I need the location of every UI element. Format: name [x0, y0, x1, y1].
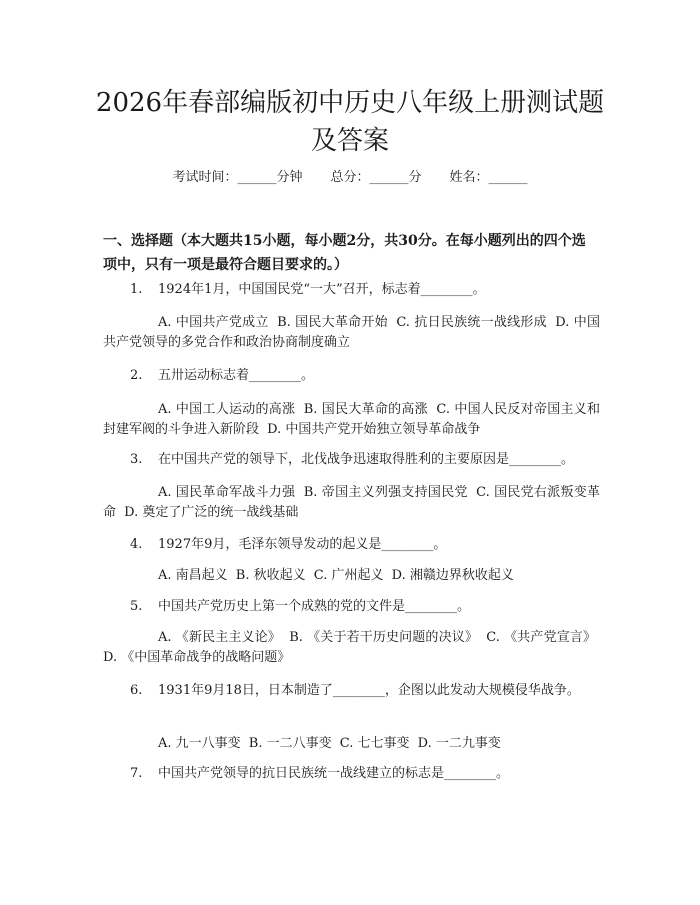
section-heading-multiple-choice: 一、选择题（本大题共15小题，每小题2分，共30分。在每小题列出的四个选项中，只有一项是最符合题目要求的。）	[103, 233, 586, 273]
option-b: B. 《关于若干历史问题的决议》	[289, 630, 478, 645]
question-number: 2.	[130, 368, 143, 383]
total-score-field: 总分：______分	[330, 170, 422, 185]
document-title-line-1: 2026年春部编版初中历史八年级上册测试题	[95, 88, 605, 118]
exam-info	[0, 168, 700, 188]
question-1-stem	[130, 280, 600, 300]
question-text: 五卅运动标志着________。	[158, 368, 315, 383]
question-text: 1924年1月，中国国民党“一大”召开，标志着________。	[158, 282, 486, 297]
question-number: 3.	[130, 452, 143, 467]
option-c: C. 抗日民族统一战线形成	[396, 315, 547, 330]
option-c: C. 中国人民反对帝国主义和封建军阀的斗争进入新阶段	[103, 402, 601, 437]
option-d: D. 《中国革命战争的战略问题》	[103, 650, 291, 665]
option-a: A. 九一八事变	[158, 736, 241, 751]
question-2-stem	[130, 366, 600, 386]
question-number: 5.	[130, 599, 143, 614]
question-6-stem	[103, 681, 600, 701]
question-7-stem	[130, 764, 600, 784]
option-d: D. 湘赣边界秋收起义	[391, 568, 514, 583]
option-b: B. 帝国主义列强支持国民党	[303, 485, 468, 500]
question-1-options	[103, 313, 600, 353]
question-4-stem	[130, 535, 600, 555]
question-4-options	[103, 566, 600, 586]
exam-time-field: 考试时间：______分钟	[172, 170, 303, 185]
option-a: A. 中国共产党成立	[158, 315, 269, 330]
question-6-options	[103, 734, 600, 754]
question-2-options	[103, 400, 600, 440]
option-c: C. 《共产党宣言》	[486, 630, 596, 645]
question-number: 1.	[130, 282, 143, 297]
option-c: C. 广州起义	[313, 568, 384, 583]
option-d: D. 奠定了广泛的统一战线基础	[124, 505, 299, 520]
option-b: B. 一二八事变	[248, 736, 332, 751]
option-a: A. 南昌起义	[158, 568, 228, 583]
question-5-options	[103, 628, 600, 668]
question-text: 1931年9月18日，日本制造了________，企图以此发动大规模侵华战争。	[158, 683, 580, 698]
option-d: D. 中国共产党领导的多党合作和政治协商制度确立	[103, 315, 600, 350]
question-3-options	[103, 483, 600, 523]
option-a: A. 《新民主主义论》	[158, 630, 281, 645]
question-number: 7.	[130, 766, 143, 781]
option-c: C. 七七事变	[339, 736, 410, 751]
question-number: 6.	[130, 683, 143, 698]
question-text: 在中国共产党的领导下，北伐战争迅速取得胜利的主要原因是________。	[158, 452, 575, 467]
student-name-field: 姓名：______	[449, 170, 528, 185]
question-text: 1927年9月，毛泽东领导发动的起义是________。	[158, 537, 447, 552]
option-a: A. 国民革命军战斗力强	[158, 485, 296, 500]
question-text: 中国共产党历史上第一个成熟的党的文件是________。	[158, 599, 471, 614]
option-d: D. 中国共产党开始独立领导革命战争	[267, 422, 481, 437]
question-5-stem	[130, 597, 600, 617]
question-number: 4.	[130, 537, 143, 552]
option-b: B. 国民大革命开始	[277, 315, 388, 330]
question-text: 中国共产党领导的抗日民族统一战线建立的标志是________。	[158, 766, 510, 781]
option-b: B. 秋收起义	[235, 568, 306, 583]
option-c: C. 国民党右派叛变革命	[103, 485, 600, 520]
document-title-line-2: 及答案	[310, 126, 389, 156]
option-b: B. 国民大革命的高涨	[303, 402, 428, 417]
question-3-stem	[130, 450, 600, 470]
option-d: D. 一二九事变	[417, 736, 501, 751]
option-a: A. 中国工人运动的高涨	[158, 402, 296, 417]
